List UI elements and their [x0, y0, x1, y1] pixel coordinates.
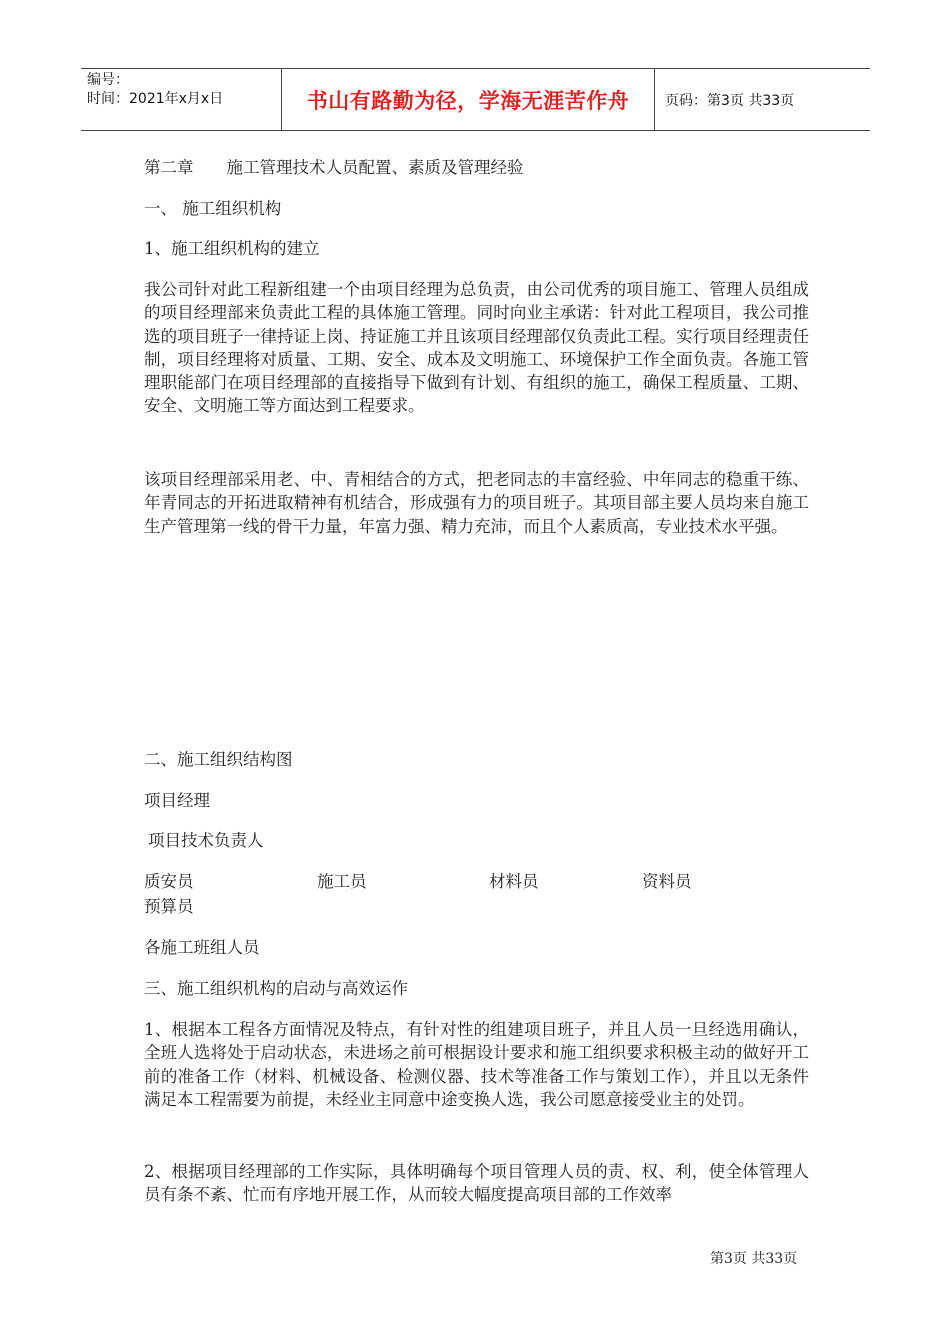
- header-meta: [81, 69, 281, 130]
- org-chart-technical-lead: 项目技术负责人: [148, 831, 264, 850]
- paragraph-4: 2、根据项目经理部的工作实际，具体明确每个项目管理人员的责、权、利，使全体管理人员有条不紊、忙而有序地开展工作，从而较大幅度提高项目部的工作效率: [144, 1162, 809, 1205]
- header-page-info: 页码：第3页 共33页: [665, 92, 795, 109]
- document-date-label: 时间：2021年x月x日: [87, 91, 224, 107]
- chapter-title: 第二章 施工管理技术人员配置、素质及管理经验: [144, 158, 524, 177]
- org-chart-role: 资料员: [642, 872, 692, 891]
- page-header: [81, 68, 870, 131]
- subsection-title-1: 1、施工组织机构的建立: [144, 239, 320, 258]
- section-title-2: 二、施工组织结构图: [144, 750, 293, 769]
- org-chart-role: 预算员: [144, 897, 194, 916]
- page-footer: 第3页 共33页: [710, 1251, 798, 1267]
- paragraph-1: 我公司针对此工程新组建一个由项目经理为总负责，由公司优秀的项目施工、管理人员组成的项目经理部来负责此工程的具体施工管理。同时向业主承诺：针对此工程项目，我公司推选的项目班子一律持证上岗、持证施工并且该项目经理部仅负责此工程。实行项目经理责任制，项目经理将对质量、工期、安全、成本及文明施工、环境保护工作全面负责。各施工管理职能部门在项目经理部的直接指导下做到有计划、有组织的施工，确保工程质量、工期、安全、文明施工等方面达到工程要求。: [144, 280, 809, 416]
- paragraph-2: 该项目经理部采用老、中、青相结合的方式，把老同志的丰富经验、中年同志的稳重干练、年青同志的开拓进取精神有机结合，形成强有力的项目班子。其项目部主要人员均来自施工生产管理第一线的骨干力量，年富力强、精力充沛，而且个人素质高，专业技术水平强。: [144, 470, 809, 536]
- org-chart-work-teams: 各施工班组人员: [144, 938, 260, 957]
- org-chart-role: 质安员: [144, 872, 194, 891]
- org-chart-project-manager: 项目经理: [144, 791, 210, 810]
- org-chart-role: 施工员: [317, 872, 367, 891]
- section-title-1: 一、 施工组织机构: [144, 199, 282, 218]
- org-chart-role: 材料员: [489, 872, 539, 891]
- document-number-label: 编号：: [87, 72, 129, 88]
- header-motto: 书山有路勤为径，学海无涯苦作舟: [281, 69, 655, 130]
- section-title-3: 三、施工组织机构的启动与高效运作: [144, 979, 408, 998]
- paragraph-3: 1、根据本工程各方面情况及特点，有针对性的组建项目班子，并且人员一旦经选用确认，全班人选将处于启动状态，未进场之前可根据设计要求和施工组织要求积极主动的做好开工前的准备工作（材料、机械设备、检测仪器、技术等准备工作与策划工作），并且以无条件满足本工程需要为前提，未经业主同意中途变换人选，我公司愿意接受业主的处罚。: [144, 1020, 809, 1109]
